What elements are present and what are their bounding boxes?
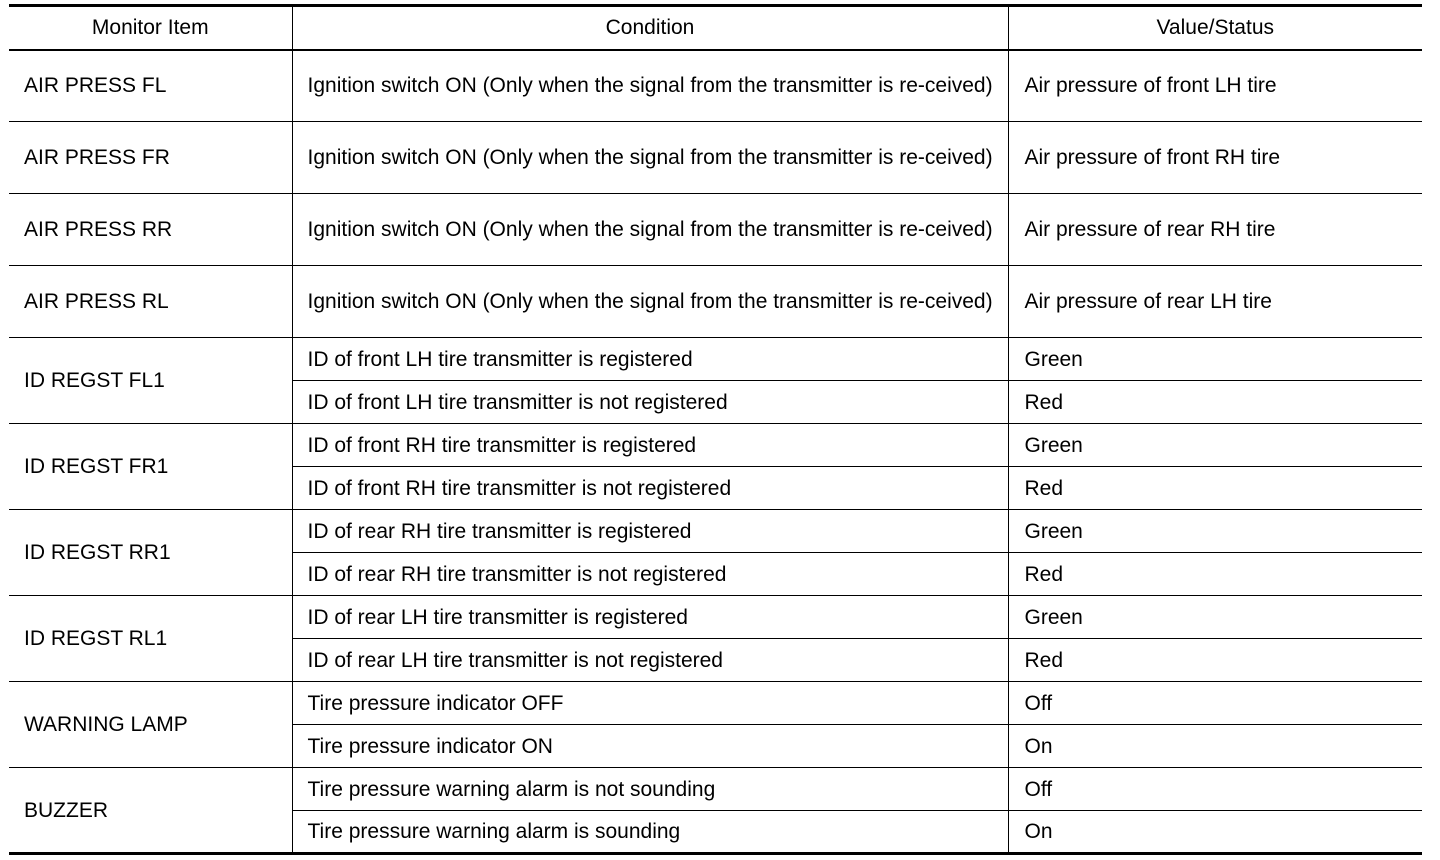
condition-cell: ID of rear LH tire transmitter is not registered — [292, 639, 1008, 682]
condition-cell: Tire pressure indicator ON — [292, 725, 1008, 768]
monitor-item-cell: ID REGST FL1 — [9, 338, 292, 424]
condition-cell: Tire pressure indicator OFF — [292, 682, 1008, 725]
table-row — [9, 50, 1422, 122]
value-cell: Off — [1008, 768, 1422, 811]
value-cell: Air pressure of rear RH tire — [1008, 194, 1422, 266]
monitor-item-cell: ID REGST RR1 — [9, 510, 292, 596]
table-row — [9, 596, 1422, 639]
table-row — [9, 510, 1422, 553]
table-row — [9, 338, 1422, 381]
header-monitor-item: Monitor Item — [9, 6, 292, 50]
value-cell: Green — [1008, 510, 1422, 553]
table-row — [9, 424, 1422, 467]
table-header-row — [9, 6, 1422, 50]
value-cell: Off — [1008, 682, 1422, 725]
monitor-item-cell: AIR PRESS FR — [9, 122, 292, 194]
condition-cell: ID of front LH tire transmitter is not registered — [292, 381, 1008, 424]
condition-cell: Tire pressure warning alarm is not sounding — [292, 768, 1008, 811]
value-cell: Air pressure of front LH tire — [1008, 50, 1422, 122]
value-cell: Red — [1008, 467, 1422, 510]
value-cell: Air pressure of front RH tire — [1008, 122, 1422, 194]
monitor-item-cell: ID REGST RL1 — [9, 596, 292, 682]
condition-cell: Tire pressure warning alarm is sounding — [292, 811, 1008, 854]
value-cell: Green — [1008, 338, 1422, 381]
header-value-status: Value/Status — [1008, 6, 1422, 50]
condition-cell: ID of front RH tire transmitter is not registered — [292, 467, 1008, 510]
monitor-item-cell: WARNING LAMP — [9, 682, 292, 768]
condition-cell: Ignition switch ON (Only when the signal from the transmitter is re-ceived) — [292, 122, 1008, 194]
condition-cell: Ignition switch ON (Only when the signal from the transmitter is re-ceived) — [292, 50, 1008, 122]
table-row — [9, 122, 1422, 194]
table-row — [9, 266, 1422, 338]
condition-cell: ID of rear RH tire transmitter is not registered — [292, 553, 1008, 596]
table-row — [9, 194, 1422, 266]
condition-cell: Ignition switch ON (Only when the signal from the transmitter is re-ceived) — [292, 266, 1008, 338]
condition-cell: ID of front LH tire transmitter is registered — [292, 338, 1008, 381]
value-cell: On — [1008, 725, 1422, 768]
monitor-item-cell: AIR PRESS FL — [9, 50, 292, 122]
condition-cell: ID of rear RH tire transmitter is registered — [292, 510, 1008, 553]
table-row — [9, 682, 1422, 725]
monitor-item-cell: AIR PRESS RR — [9, 194, 292, 266]
value-cell: Green — [1008, 596, 1422, 639]
value-cell: Red — [1008, 553, 1422, 596]
monitor-item-cell: AIR PRESS RL — [9, 266, 292, 338]
monitor-item-cell: BUZZER — [9, 768, 292, 854]
header-condition: Condition — [292, 6, 1008, 50]
condition-cell: Ignition switch ON (Only when the signal from the transmitter is re-ceived) — [292, 194, 1008, 266]
value-cell: Green — [1008, 424, 1422, 467]
value-cell: Red — [1008, 381, 1422, 424]
monitor-item-cell: ID REGST FR1 — [9, 424, 292, 510]
monitor-item-table — [9, 4, 1422, 855]
value-cell: On — [1008, 811, 1422, 854]
value-cell: Red — [1008, 639, 1422, 682]
value-cell: Air pressure of rear LH tire — [1008, 266, 1422, 338]
condition-cell: ID of rear LH tire transmitter is registered — [292, 596, 1008, 639]
table-row — [9, 768, 1422, 811]
condition-cell: ID of front RH tire transmitter is registered — [292, 424, 1008, 467]
